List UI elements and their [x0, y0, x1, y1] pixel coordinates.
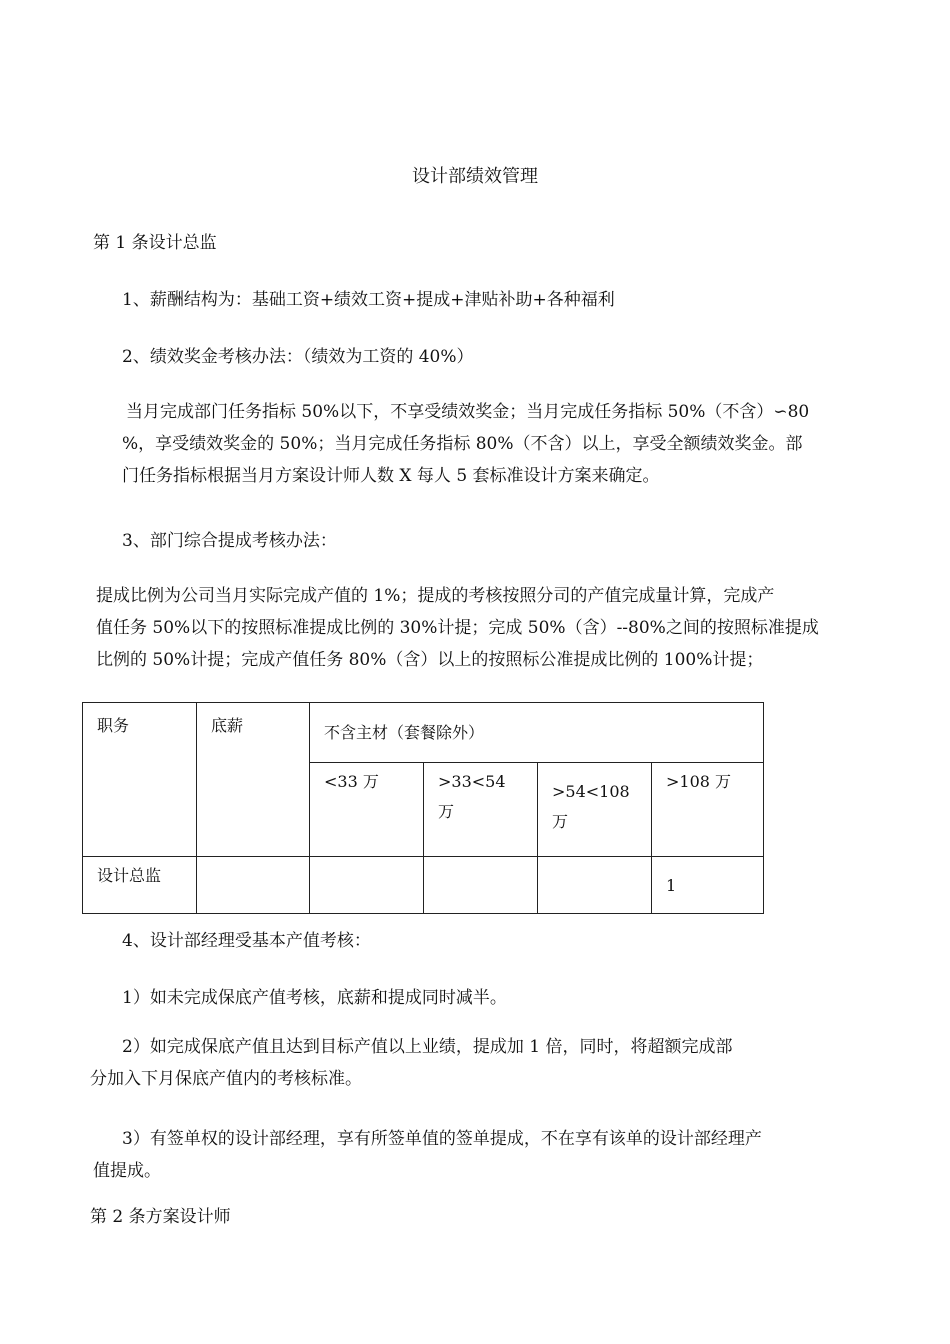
- item-3-body-line: 比例的 50%计提；完成产值任务 80%（含）以上的按照标公准提成比例的 100%计提；: [96, 650, 764, 670]
- header-group-no-materials: 不含主材（套餐除外）: [310, 703, 764, 763]
- item-2-body-line: 当月完成部门任务指标 50%以下，不享受绩效奖金；当月完成任务指标 50%（不含）∽80: [126, 402, 810, 422]
- commission-table: [82, 702, 764, 914]
- item-2-bonus-method: 2、绩效奖金考核办法：（绩效为工资的 40%）: [122, 347, 474, 367]
- item-2-body-line: 门任务指标根据当月方案设计师人数 X 每人 5 套标准设计方案来确定。: [122, 466, 660, 486]
- item-4-2: [90, 1031, 732, 1095]
- item-3-commission-method: 3、部门综合提成考核办法：: [122, 531, 337, 551]
- item-4-3-line: 值提成。: [93, 1161, 161, 1181]
- row-value-3: [538, 857, 652, 914]
- header-base-salary: 底薪: [197, 703, 310, 857]
- item-4-1: 1）如未完成保底产值考核，底薪和提成同时减半。: [122, 988, 507, 1008]
- item-2-body: [122, 396, 809, 492]
- row-base-salary: [197, 857, 310, 914]
- document-title: 设计部绩效管理: [412, 166, 538, 187]
- row-position: 设计总监: [83, 857, 197, 914]
- section-1-heading: 第 1 条设计总监: [93, 233, 217, 253]
- item-4-3-line: 3）有签单权的设计部经理，享有所签单值的签单提成，不在享有该单的设计部经理产: [122, 1129, 762, 1149]
- item-4-2-line: 分加入下月保底产值内的考核标准。: [90, 1069, 362, 1089]
- header-range-4: >108 万: [652, 763, 764, 857]
- item-2-body-line: %，享受绩效奖金的 50%；当月完成任务指标 80%（不含）以上，享受全额绩效奖金。部: [122, 434, 803, 454]
- item-3-body: [96, 580, 819, 676]
- row-value-4: 1: [652, 857, 764, 914]
- item-3-body-line: 值任务 50%以下的按照标准提成比例的 30%计提；完成 50%（含）--80%之间的按照标准提成: [96, 618, 819, 638]
- item-1-salary-structure: 1、薪酬结构为：基础工资+绩效工资+提成+津贴补助+各种福利: [122, 290, 615, 310]
- row-value-1: [310, 857, 424, 914]
- item-3-body-line: 提成比例为公司当月实际完成产值的 1%；提成的考核按照分司的产值完成量计算，完成产: [96, 586, 775, 606]
- header-position: 职务: [83, 703, 197, 857]
- item-4-manager-assessment: 4、设计部经理受基本产值考核：: [122, 931, 371, 951]
- row-value-2: [424, 857, 538, 914]
- header-range-3: >54<108 万: [538, 763, 652, 857]
- item-4-3: [93, 1123, 762, 1187]
- header-range-1: <33 万: [310, 763, 424, 857]
- item-4-2-line: 2）如完成保底产值且达到目标产值以上业绩，提成加 1 倍，同时，将超额完成部: [122, 1037, 733, 1057]
- section-2-heading: 第 2 条方案设计师: [90, 1207, 231, 1227]
- header-range-2: >33<54 万: [424, 763, 538, 857]
